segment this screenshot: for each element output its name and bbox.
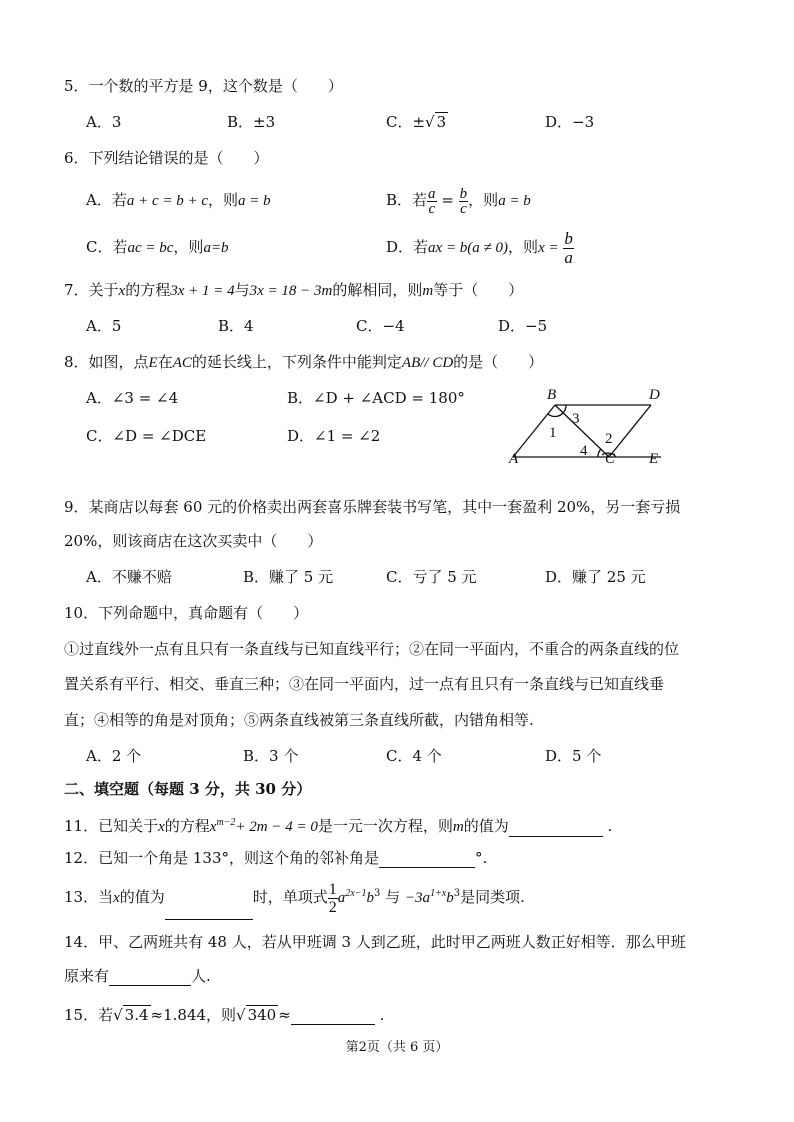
q9-option-c: C．亏了 5 元 — [386, 568, 477, 586]
line-DC — [609, 405, 651, 457]
label-A: A — [509, 451, 519, 463]
q10-option-b: B．3 个 — [243, 747, 299, 765]
angle-4-arc — [598, 449, 601, 457]
q6-stem: 6．下列结论错误的是（ ） — [64, 149, 269, 167]
q10-para-line2: 置关系有平行、相交、垂直三种；③在同一平面内，过一点有且只有一条直线与已知直线垂 — [64, 675, 665, 693]
q7-option-c: C．−4 — [356, 317, 405, 335]
q5-option-a: A．3 — [86, 113, 122, 131]
label-4: 4 — [580, 443, 588, 459]
q5-option-c: C．±√ 3 — [386, 113, 447, 131]
label-1: 1 — [549, 425, 557, 441]
label-E: E — [649, 451, 659, 463]
q8-option-d: D．∠1 = ∠2 — [287, 427, 381, 445]
q13-answer-blank[interactable] — [165, 901, 253, 920]
q10-para-line1: ①过直线外一点有且只有一条直线与已知直线平行；②在同一平面内，不重合的两条直线的位 — [64, 640, 680, 658]
q14-answer-blank[interactable] — [109, 967, 191, 986]
q6-option-b: B．若 $\frac{a}{c}$ = $\frac{b}{c}$ ，则a = b — [386, 185, 531, 217]
q15-answer-blank[interactable] — [291, 1006, 375, 1025]
label-B: B — [547, 387, 557, 403]
q10-option-c: C．4 个 — [386, 747, 442, 765]
q9-option-a: A．不赚不赔 — [86, 568, 172, 586]
q6-option-a: A．若a + c = b + c，则a = b — [86, 191, 271, 209]
q9-option-d: D．赚了 25 元 — [545, 568, 646, 586]
q9-stem-line2: 20%，则该商店在这次买卖中（ ） — [64, 532, 323, 550]
label-3: 3 — [572, 411, 580, 427]
q14-line1: 14．甲、乙两班共有 48 人，若从甲班调 3 人到乙班，此时甲乙两班人数正好相等．那么甲班 — [64, 933, 686, 951]
q10-option-d: D．5 个 — [545, 747, 602, 765]
label-C: C — [605, 451, 616, 463]
q8-option-a: A．∠3 = ∠4 — [86, 389, 179, 407]
section-heading-fill-in: 二、填空题（每题 3 分，共 30 分） — [64, 780, 312, 798]
label-D: D — [649, 387, 660, 403]
q13: 13．当x的值为 时，单项式 $\frac{1}{2}$ $a^{2x-1}b^3$ 与 $-3a^{1+x}b^3$是同类项. — [64, 872, 525, 920]
q12-answer-blank[interactable] — [379, 849, 475, 868]
q6-option-c: C．若ac = bc，则a=b — [86, 238, 229, 256]
q11-answer-blank[interactable] — [509, 818, 603, 837]
q6-option-d: D．若ax = b(a ≠ 0)，则x = $\frac{b}{a}$ — [386, 228, 573, 267]
q8-option-c: C．∠D = ∠DCE — [86, 427, 207, 445]
q5-option-d: D．−3 — [545, 113, 595, 131]
q11: 11．已知关于x的方程$x^{m-2}+ 2m - 4 = 0$是一元一次方程，则m的值为 . — [64, 817, 613, 835]
q7-option-a: A．5 — [86, 317, 122, 335]
q9-option-b: B．赚了 5 元 — [243, 568, 334, 586]
q14-line2: 原来有 人. — [64, 967, 211, 985]
label-2: 2 — [605, 431, 613, 447]
q10-para-line3: 直；④相等的角是对顶角；⑤两条直线被第三条直线所截，内错角相等. — [64, 711, 534, 729]
q8-figure — [505, 383, 680, 463]
q10-option-a: A．2 个 — [86, 747, 142, 765]
q8-stem: 8．如图，点E在AC的延长线上，下列条件中能判定AB// CD的是（ ） — [64, 353, 544, 371]
angle-1-arc — [548, 413, 563, 416]
page-footer: 第2页（共 6 页） — [345, 1040, 449, 1055]
q7-option-b: B．4 — [218, 317, 254, 335]
q12: 12．已知一个角是 133°，则这个角的邻补角是 °. — [64, 849, 488, 867]
q5-option-b: B．±3 — [227, 113, 276, 131]
q7-stem: 7．关于x的方程3x + 1 = 4与3x = 18 − 3m的解相同，则m等于（ ） — [64, 281, 524, 299]
q7-option-d: D．−5 — [498, 317, 548, 335]
q9-stem-line1: 9．某商店以每套 60 元的价格卖出两套喜乐牌套装书写笔，其中一套盈利 20%，另一套亏损 — [64, 498, 681, 516]
angle-3-arc — [563, 405, 566, 413]
q5-stem: 5．一个数的平方是 9，这个数是（ ） — [64, 77, 343, 95]
q8-option-b: B．∠D + ∠ACD = 180° — [287, 389, 465, 407]
q15: 15．若√ 3.4 ≈1.844，则√ 340 ≈ . — [64, 1006, 385, 1024]
q10-stem: 10．下列命题中，真命题有（ ） — [64, 604, 309, 622]
